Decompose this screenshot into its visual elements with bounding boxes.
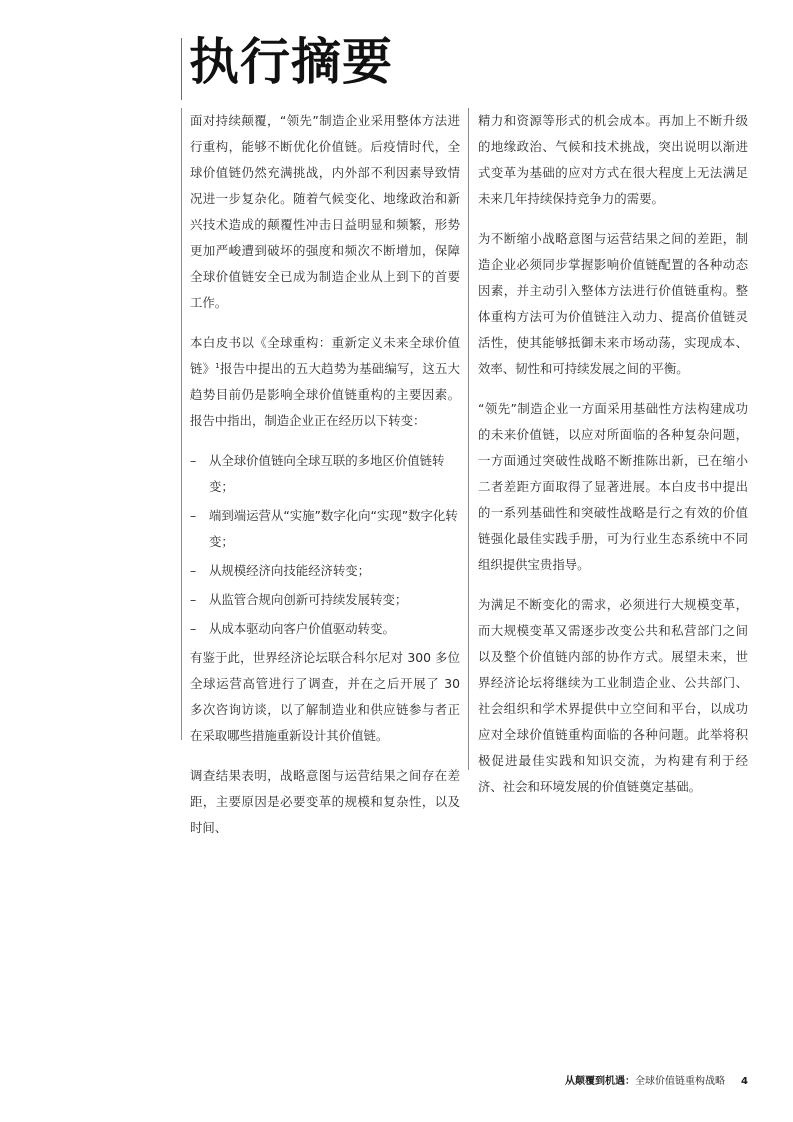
page-number: 4 — [741, 1076, 748, 1087]
page-title: 执行摘要 — [189, 33, 393, 91]
list-item — [190, 616, 460, 642]
left-column-rule — [181, 108, 182, 740]
right-column — [478, 108, 748, 814]
paragraph: 为不断缩小战略意图与运营结果之间的差距，制造企业必须同步掌握影响价值链配置的各种动态因素，并主动引入整体方法进行价值链重构。整体重构方法可为价值链注入动力、提高价值链灵活性，使其能够抵御未来市场动荡，实现成本、效率、韧性和可持续发展之间的平衡。 — [478, 231, 748, 376]
list-item-text: 从规模经济向技能经济转变； — [209, 563, 371, 578]
dash-bullet: – — [190, 563, 197, 578]
list-item — [190, 587, 460, 613]
list-item-text: 从全球价值链向全球互联的多地区价值链转变； — [209, 453, 445, 494]
paragraph: 调查结果表明，战略意图与运营结果之间存在差距，主要原因是必要变革的规模和复杂性，以及时间、 — [190, 768, 460, 835]
title-rule — [181, 38, 182, 100]
shift-list — [190, 448, 460, 642]
dash-bullet: – — [190, 508, 197, 523]
dash-bullet: – — [190, 592, 197, 607]
list-item-text: 从监管合规向创新可持续发展转变； — [209, 592, 408, 607]
paragraph: 精力和资源等形式的机会成本。再加上不断升级的地缘政治、气候和技术挑战，突出说明以渐进式变革为基础的应对方式在很大程度上无法满足未来几年持续保持竞争力的需要。 — [478, 113, 748, 206]
paragraph-text: 本白皮书以《全球重构：重新定义未来全球价值链》 — [190, 335, 460, 376]
right-column-rule — [468, 108, 469, 770]
left-column — [190, 108, 460, 855]
footer-report-subtitle: 全球价值链重构战略 — [635, 1076, 726, 1087]
list-item — [190, 558, 460, 584]
paragraph-text: 报告中提出的五大趋势为基础编写，这五大趋势目前仍是影响全球价值链重构的主要因素。报告中指出，制造企业正在经历以下转变： — [190, 361, 461, 428]
page-footer — [565, 1075, 748, 1089]
footer-report-title: 从颠覆到机遇： — [565, 1076, 636, 1087]
dash-bullet: – — [190, 621, 197, 636]
footnote-ref: 1 — [215, 361, 220, 370]
paragraph: 面对持续颠覆，“领先”制造企业采用整体方法进行重构，能够不断优化价值链。后疫情时代，全球价值链仍然充满挑战，内外部不利因素导致情况进一步复杂化。随着气候变化、地缘政治和新兴技术造成的颠覆性冲击日益明显和频繁，形势更加严峻遭到破坏的强度和频次不断增加，保障全球价值链安全已成为制造企业从上到下的首要工作。 — [190, 113, 460, 310]
list-item-text: 从成本驱动向客户价值驱动转变。 — [209, 621, 395, 636]
paragraph: “领先”制造企业一方面采用基础性方法构建成功的未来价值链，以应对所面临的各种复杂问题，一方面通过突破性战略不断推陈出新，已在缩小二者差距方面取得了显著进展。本白皮书中提出的一系列基础性和突破性战略是行之有效的价值链强化最佳实践手册，可为行业生态系统中不同组织提供宝贵指导。 — [478, 401, 748, 572]
paragraph: 有鉴于此，世界经济论坛联合科尔尼对 300 多位全球运营高管进行了调查，并在之后开展了 30 多次咨询访谈，以了解制造业和供应链参与者正在采取哪些措施重新设计其价值链。 — [190, 650, 460, 743]
list-item-text: 端到端运营从“实施”数字化向“实现”数字化转变； — [209, 508, 458, 549]
paragraph-with-footnote — [190, 330, 460, 434]
dash-bullet: – — [190, 453, 197, 468]
paragraph: 为满足不断变化的需求，必须进行大规模变革，而大规模变革又需逐步改变公共和私营部门之间以及整个价值链内部的协作方式。展望未来，世界经济论坛将继续为工业制造企业、公共部门、社会组织和学术界提供中立空间和平台，以成功应对全球价值链重构面临的各种问题。此举将积极促进最佳实践和知识交流，为构建有利于经济、社会和环境发展的价值链奠定基础。 — [478, 597, 748, 794]
list-item — [190, 448, 460, 500]
list-item — [190, 503, 460, 555]
